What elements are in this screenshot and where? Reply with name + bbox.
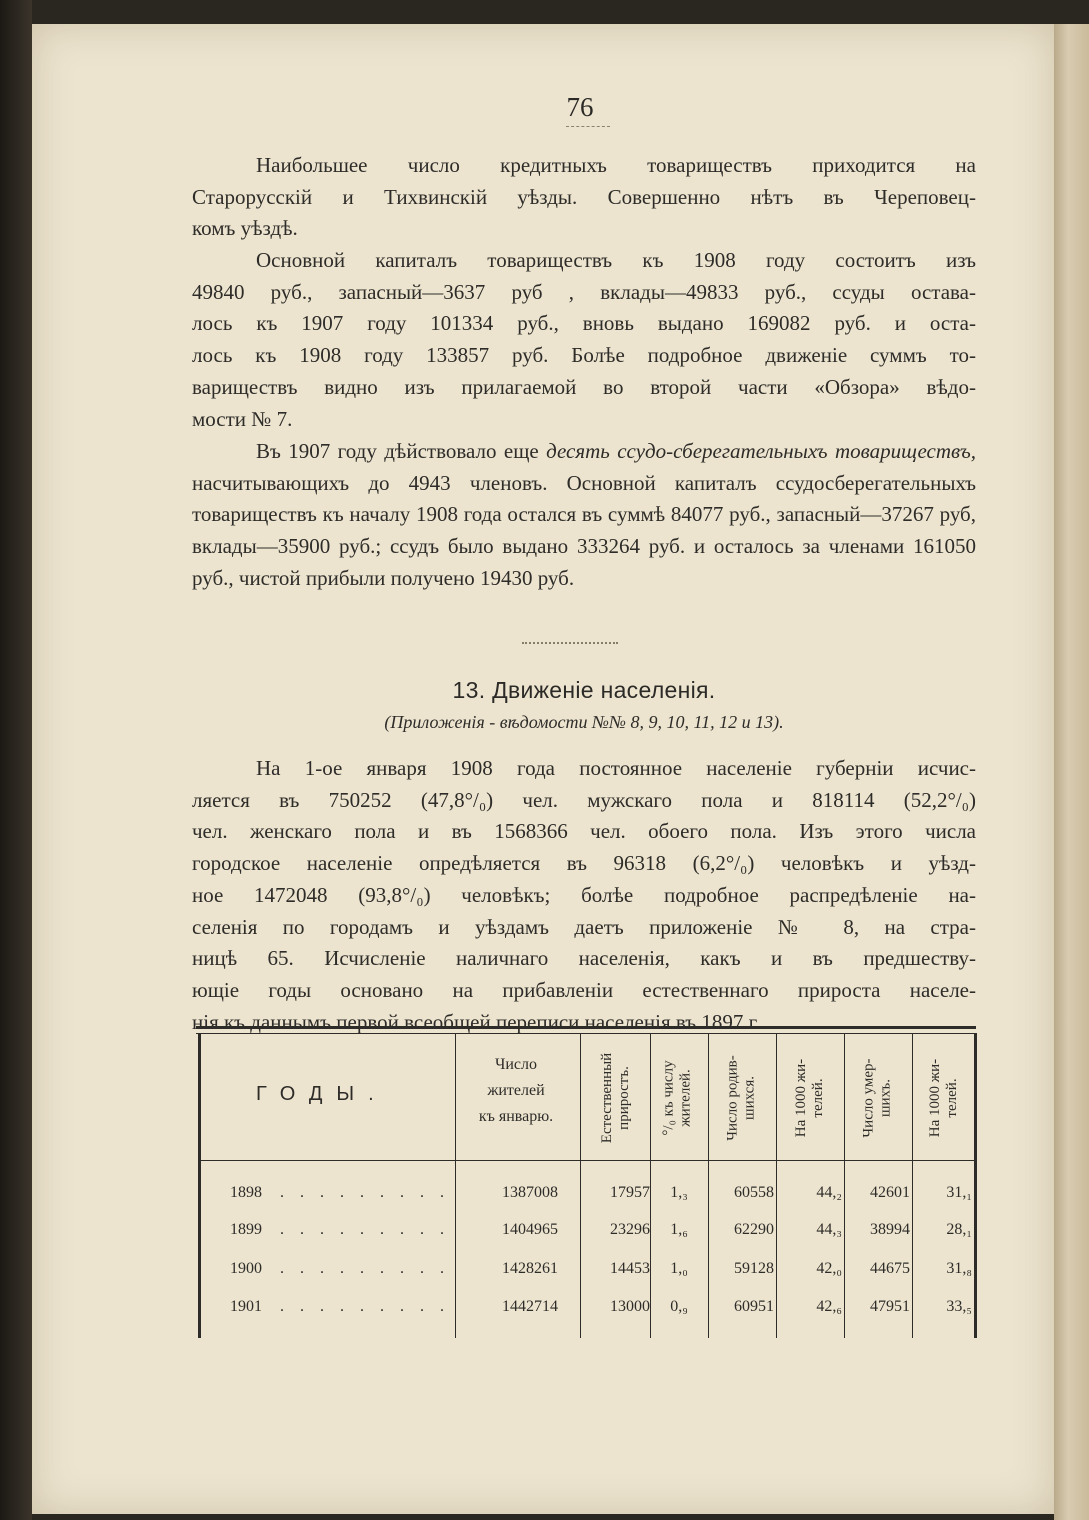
- cell-population: 1404965: [502, 1221, 558, 1238]
- cell-death-rate: 31,₁: [946, 1184, 972, 1201]
- cell-deaths: 42601: [870, 1184, 910, 1201]
- paragraph-2: [192, 245, 976, 435]
- cell-year: 1901: [230, 1298, 262, 1315]
- header-population-line: жителей: [487, 1082, 545, 1099]
- text-line: селенія по городамъ и уѣздамъ даетъ приложеніе № 8, на стра-: [192, 914, 976, 939]
- header-percent: [654, 1040, 702, 1156]
- page-number-ornament: [566, 126, 610, 131]
- cell-population: 1387008: [502, 1184, 558, 1201]
- cell-births: 60951: [734, 1298, 774, 1315]
- header-line: телей.: [810, 1078, 827, 1118]
- cell-year: 1900: [230, 1260, 262, 1277]
- text-line: нія къ даннымъ первой всеобщей переписи населенія въ 1897 г.: [192, 1009, 761, 1034]
- cell-birth-rate: 44,₃: [816, 1221, 842, 1238]
- table-top-rule-thin: [196, 1033, 976, 1034]
- cell-increase: 14453: [610, 1260, 650, 1277]
- cell-death-rate: 28,₁: [946, 1221, 972, 1238]
- paragraph-population: [192, 753, 976, 1038]
- text-line: комъ уѣздѣ.: [192, 216, 298, 241]
- text-line: ное 1472048 (93,8°/₀) человѣкъ; болѣе подробное распредѣленіе на-: [192, 882, 976, 907]
- table-top-rule: [196, 1026, 976, 1029]
- paragraph-credit-partnerships: [192, 150, 976, 245]
- header-deaths: [854, 1040, 902, 1156]
- text-line: городское населеніе опредѣляется въ 96318 (6,2°/₀) человѣкъ и уѣзд-: [192, 851, 976, 876]
- header-natural-increase: [592, 1040, 640, 1156]
- cell-birth-rate: 42,₆: [816, 1298, 842, 1315]
- cell-deaths: 38994: [870, 1221, 910, 1238]
- cell-deaths: 44675: [870, 1260, 910, 1277]
- section-subheading: (Приложенія - вѣдомости №№ 8, 9, 10, 11, 12 и 13).: [384, 712, 784, 732]
- text-line: Наибольшее число кредитныхъ товариществъ приходится на: [256, 153, 976, 177]
- header-line: Естественный: [599, 1052, 615, 1144]
- cell-increase: 13000: [610, 1298, 650, 1315]
- cell-births: 62290: [734, 1221, 774, 1238]
- paragraph-savings: [192, 436, 976, 595]
- cell-increase: 17957: [610, 1184, 650, 1201]
- header-line: шихъ.: [878, 1079, 894, 1118]
- header-population-line: къ январю.: [478, 1108, 554, 1125]
- text-line: Основной капиталъ товариществъ къ 1908 году состоитъ изъ: [256, 248, 976, 272]
- text-line: вариществъ видно изъ прилагаемой во второй части «Обзора» вѣдо-: [192, 374, 976, 399]
- section-heading: 13. Движеніе населенія.: [452, 677, 716, 703]
- header-line: Число умер-: [861, 1058, 877, 1138]
- cell-birth-rate: 42,₀: [816, 1260, 842, 1277]
- paragraph-3-italic: десять ссудо-сберегательныхъ товариществъ,: [546, 439, 976, 463]
- cell-dots: . . . . . . . . .: [280, 1184, 450, 1201]
- text-line: лось къ 1908 году 133857 руб. Болѣе подробное движеніе суммъ то-: [192, 343, 976, 368]
- header-line: телей.: [944, 1078, 961, 1118]
- text-line: ющіе годы основано на прибавленіи естественнаго прироста населе-: [192, 977, 976, 1002]
- cell-deaths: 47951: [870, 1298, 910, 1315]
- text-line: мости № 7.: [192, 406, 293, 431]
- text-line: 49840 руб., запасный—3637 руб , вклады—49833 руб., ссуды остава-: [192, 279, 976, 304]
- header-line: Число родив-: [725, 1055, 742, 1141]
- header-birth-rate: [786, 1040, 834, 1156]
- cell-percent: 1,₃: [670, 1184, 688, 1201]
- cell-population: 1442714: [502, 1298, 558, 1315]
- cell-dots: . . . . . . . . .: [280, 1260, 450, 1277]
- table-row: [200, 1254, 976, 1288]
- paragraph-capital: [192, 245, 976, 435]
- paragraph-3-intro: Въ 1907 году дѣйствовало еще: [256, 439, 539, 463]
- paragraph-1: [192, 150, 976, 245]
- cell-dots: . . . . . . . . .: [280, 1221, 450, 1238]
- text-line: Старорусскій и Тихвинскій уѣзды. Совершенно нѣтъ въ Череповец-: [192, 184, 976, 209]
- cell-dots: . . . . . . . . .: [280, 1298, 450, 1315]
- cell-year: 1899: [230, 1221, 262, 1238]
- cell-percent: 1,₆: [670, 1221, 688, 1238]
- cell-population: 1428261: [502, 1260, 558, 1277]
- text-line: На 1-ое января 1908 года постоянное населеніе губерніи исчис-: [256, 756, 976, 780]
- text-line: чел. женскаго пола и въ 1568366 чел. обоего пола. Изъ этого числа: [192, 819, 976, 844]
- header-years: ГОДЫ.: [256, 1083, 388, 1105]
- text-line: ляется въ 750252 (47,8°/₀) чел. мужскаго пола и 818114 (52,2°/₀): [192, 787, 976, 812]
- cell-birth-rate: 44,₂: [816, 1184, 842, 1201]
- header-line: приростъ.: [616, 1066, 632, 1130]
- header-population: [458, 1052, 574, 1130]
- section-divider: [522, 642, 618, 650]
- cell-births: 59128: [734, 1260, 774, 1277]
- page-number: 76: [566, 92, 594, 122]
- cell-percent: 1,₀: [670, 1260, 688, 1277]
- header-births: [718, 1040, 766, 1156]
- cell-death-rate: 33,₅: [946, 1298, 972, 1315]
- header-population-line: Число: [494, 1056, 538, 1073]
- header-line: шихся.: [742, 1076, 759, 1120]
- table-row: [200, 1178, 976, 1212]
- header-line: жителей.: [678, 1069, 694, 1127]
- paragraph-3-rest: насчитывающихъ до 4943 членовъ. Основной капиталъ ссудосберегательныхъ товариществъ къ началу 1908 года остался въ суммѣ 84077 руб., запасный—37267 руб, вклады—35900 руб.; ссудъ было выдано 333264 руб. и осталось за членами 161050 руб., чистой прибыли получено 19430 руб.: [192, 470, 976, 590]
- header-death-rate: [920, 1040, 968, 1156]
- paragraph-4: [192, 753, 976, 1038]
- header-line: °/₀ къ числу: [661, 1060, 677, 1136]
- cell-death-rate: 31,₈: [946, 1260, 972, 1277]
- scan-left-margin: [0, 0, 32, 1520]
- text-line: ницѣ 65. Исчисленіе наличнаго населенія, какъ и въ предшеству-: [192, 946, 976, 971]
- header-line: На 1000 жи-: [927, 1058, 944, 1138]
- cell-births: 60558: [734, 1184, 774, 1201]
- cell-year: 1898: [230, 1184, 262, 1201]
- text-line: лось къ 1907 году 101334 руб., вновь выдано 169082 руб. и оста-: [192, 311, 976, 336]
- table-header-rule: [200, 1160, 976, 1161]
- cell-percent: 0,₉: [670, 1298, 688, 1315]
- cell-increase: 23296: [610, 1221, 650, 1238]
- page-edge: [1054, 24, 1089, 1520]
- table-row: [200, 1215, 976, 1249]
- header-line: На 1000 жи-: [793, 1058, 810, 1138]
- table-row: [200, 1292, 976, 1326]
